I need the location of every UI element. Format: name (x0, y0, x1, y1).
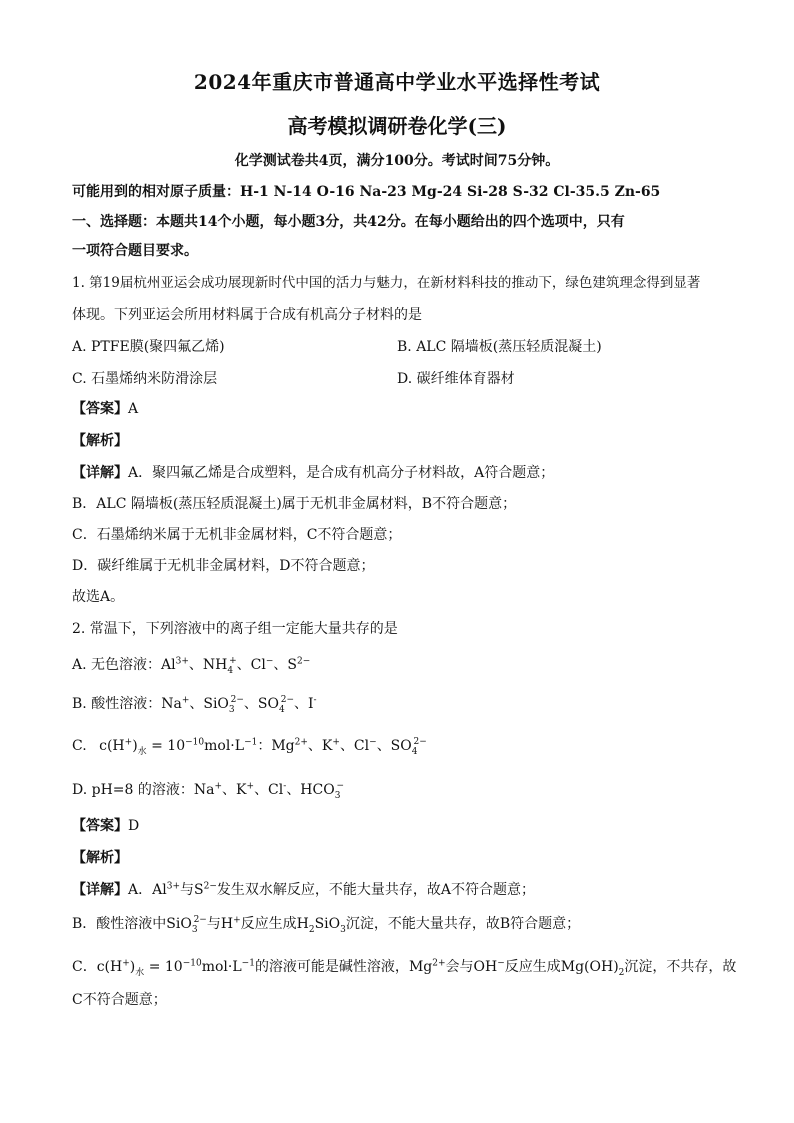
detail-c-text3: 会与 (445, 959, 474, 975)
section-heading-cont: 一项符合题目要求。 (72, 243, 198, 259)
detail-tag: 【详解】 (72, 465, 128, 481)
q2-option-a-label: A. 无色溶液： (72, 657, 162, 673)
q1-detail-c: C．石墨烯纳米属于无机非金属材料，C不符合题意； (72, 527, 402, 543)
formula-h2sio3: $H_2SiO_3$ (296, 916, 346, 935)
ion-s: $S^{2-}$ (194, 881, 217, 898)
q1-option-b: B. ALC 隔墙板(蒸压轻质混凝土) (397, 339, 602, 355)
q2-option-b-label: B. 酸性溶液： (72, 696, 162, 712)
q2-option-a (72, 655, 732, 675)
q2-detail-b (72, 914, 732, 934)
answer-tag: 【答案】 (72, 818, 128, 834)
ion-al: $Al^{3+}$ (152, 881, 180, 898)
exam-subtitle: 高考模拟调研卷化学(三) (287, 114, 507, 138)
detail-a-text: A．聚四氟乙烯是合成塑料，是合成有机高分子材料故，A符合题意； (128, 465, 555, 481)
q1-conclusion: 故选A。 (72, 589, 125, 605)
answer-value: D (128, 818, 140, 834)
atomic-masses: 可能用到的相对原子质量：H-1 N-14 O-16 Na-23 Mg-24 Si-28 S-32 Cl-35.5 Zn-65 (72, 184, 661, 200)
detail-a-text2: 与 (180, 882, 194, 898)
exam-title: 2024年重庆市普通高中学业水平选择性考试 (193, 70, 601, 94)
ion-list-b: Na+、SiO$_3^{2-}$、$SO_4^{2-}$、I- (161, 695, 317, 715)
ion-h: H+ (220, 915, 241, 932)
detail-b-text2: 与 (206, 916, 221, 932)
q2-option-b (72, 694, 732, 714)
detail-b-text3: 反应生成 (240, 916, 297, 932)
detail-c-text2: 的溶液可能是碱性溶液， (254, 959, 409, 975)
ion-oh: OH− (473, 958, 505, 975)
q2-answer (72, 816, 732, 836)
answer-value: A (128, 401, 139, 417)
q1-stem: 1. 第19届杭州亚运会成功展现新时代中国的活力与魅力，在新材料科技的推动下，绿色建筑理念得到显著 (72, 275, 701, 291)
q2-detail-c-cont: C不符合题意； (72, 992, 167, 1008)
q2-detail-a (72, 880, 732, 900)
q1-option-a: A. PTFE膜(聚四氟乙烯) (72, 339, 225, 355)
exam-info: 化学测试卷共4页，满分100分。考试时间75分钟。 (234, 153, 560, 169)
answer-tag: 【答案】 (72, 401, 128, 417)
q2-option-d-label: D. pH=8 的溶液： (72, 782, 194, 798)
formula-ch: $c(H^+)_水 = 10^{-10}mol\cdot L^{-1}$ (96, 958, 255, 978)
detail-a-text1: A． (128, 882, 153, 898)
ion-list-d: Na+、K+、Cl-、$HCO_3^-$ (193, 781, 344, 801)
q2-option-c-label: C. (72, 738, 87, 754)
q2-option-c (72, 736, 732, 756)
detail-c-text5: 沉淀，不共存，故 (624, 959, 737, 975)
q1-stem-cont: 体现。下列亚运会所用材料属于合成有机高分子材料的是 (72, 307, 422, 323)
q1-detail-b: B．ALC 隔墙板(蒸压轻质混凝土)属于无机非金属材料，B不符合题意； (72, 496, 517, 512)
q1-option-d: D. 碳纤维体育器材 (397, 371, 515, 387)
q2-option-d (72, 780, 732, 800)
detail-b-text4: 沉淀，不能大量共存，故B符合题意； (345, 916, 581, 932)
q1-answer (72, 399, 732, 419)
q1-analysis-tag: 【解析】 (72, 433, 128, 449)
detail-c-text4: 反应生成 (504, 959, 561, 975)
q2-analysis-tag: 【解析】 (72, 850, 128, 866)
ion-list-a: $Al^{3+}$、$NH_4^+$、Cl−、$S^{2-}$ (161, 656, 311, 676)
formula-mgoh2: $Mg(OH)_2$ (560, 959, 625, 978)
ion-list-c: $c(H^+)_水 = 10^{-10}mol\cdot L^{-1}$：$Mg^{2+}$、K+、Cl−、$SO_4^{2-}$ (99, 737, 427, 757)
q2-stem: 2. 常温下，下列溶液中的离子组一定能大量共存的是 (72, 621, 398, 637)
detail-tag: 【详解】 (72, 882, 128, 898)
ion-mg: $Mg^{2+}$ (408, 958, 446, 975)
q1-detail-d: D．碳纤维属于无机非金属材料，D不符合题意； (72, 558, 375, 574)
section-heading: 一、选择题：本题共14个小题，每小题3分，共42分。在每小题给出的四个选项中，只有 (72, 214, 625, 230)
q1-detail-a (72, 463, 732, 483)
detail-c-text1: C． (72, 959, 97, 975)
detail-b-text1: B．酸性溶液中 (72, 916, 167, 932)
q2-detail-c (72, 957, 737, 978)
ion-sio3: SiO$_3^{2-}$ (166, 915, 207, 935)
q1-option-c: C. 石墨烯纳米防滑涂层 (72, 371, 218, 387)
detail-a-text3: 发生双水解反应，不能大量共存，故A不符合题意； (216, 882, 535, 898)
